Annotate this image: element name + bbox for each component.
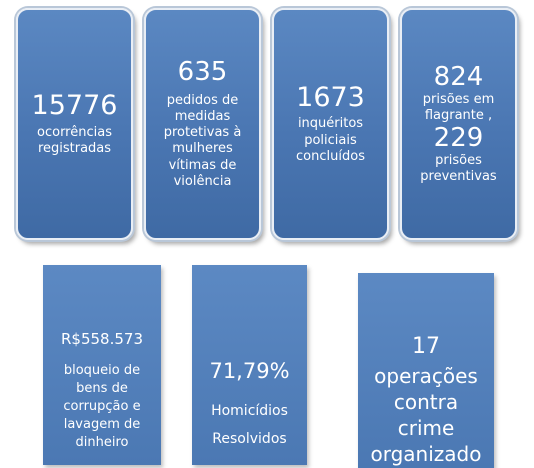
stat-card-medidas-protetivas — [144, 8, 261, 240]
stat-value: 15776 — [31, 89, 118, 121]
stat-value-preventivas: 229 — [433, 123, 484, 153]
stat-value: 1673 — [296, 81, 365, 113]
stat-card-inqueritos — [272, 8, 389, 240]
stat-label: inquéritos policiais concluídos — [296, 116, 365, 164]
stat-card-operacoes — [358, 273, 494, 468]
stat-value: 635 — [177, 56, 228, 87]
stat-label: operações contra crime organizado — [370, 364, 482, 467]
stat-label: Homicídios Resolvidos — [211, 403, 288, 448]
stat-label: bloqueio de bens de corrupção e lavagem de dinheiro — [63, 362, 141, 451]
stat-label-preventivas: prisões preventivas — [420, 152, 497, 184]
stat-value: R$558.573 — [61, 330, 143, 348]
stat-value-flagrante: 824 — [433, 61, 484, 92]
stat-card-bloqueio-bens — [43, 265, 161, 465]
stat-label: pedidos de medidas protetivas à mulheres vítimas de violência — [163, 92, 242, 189]
stat-value: 17 — [412, 334, 440, 359]
stat-label-flagrante: prisões em flagrante , — [422, 91, 495, 123]
stat-label: ocorrências registradas — [37, 124, 112, 156]
stat-value: 71,79% — [209, 359, 290, 383]
stat-card-homicidios — [192, 265, 307, 465]
stat-card-ocorrencias — [16, 8, 133, 240]
stat-card-prisoes — [400, 8, 517, 240]
